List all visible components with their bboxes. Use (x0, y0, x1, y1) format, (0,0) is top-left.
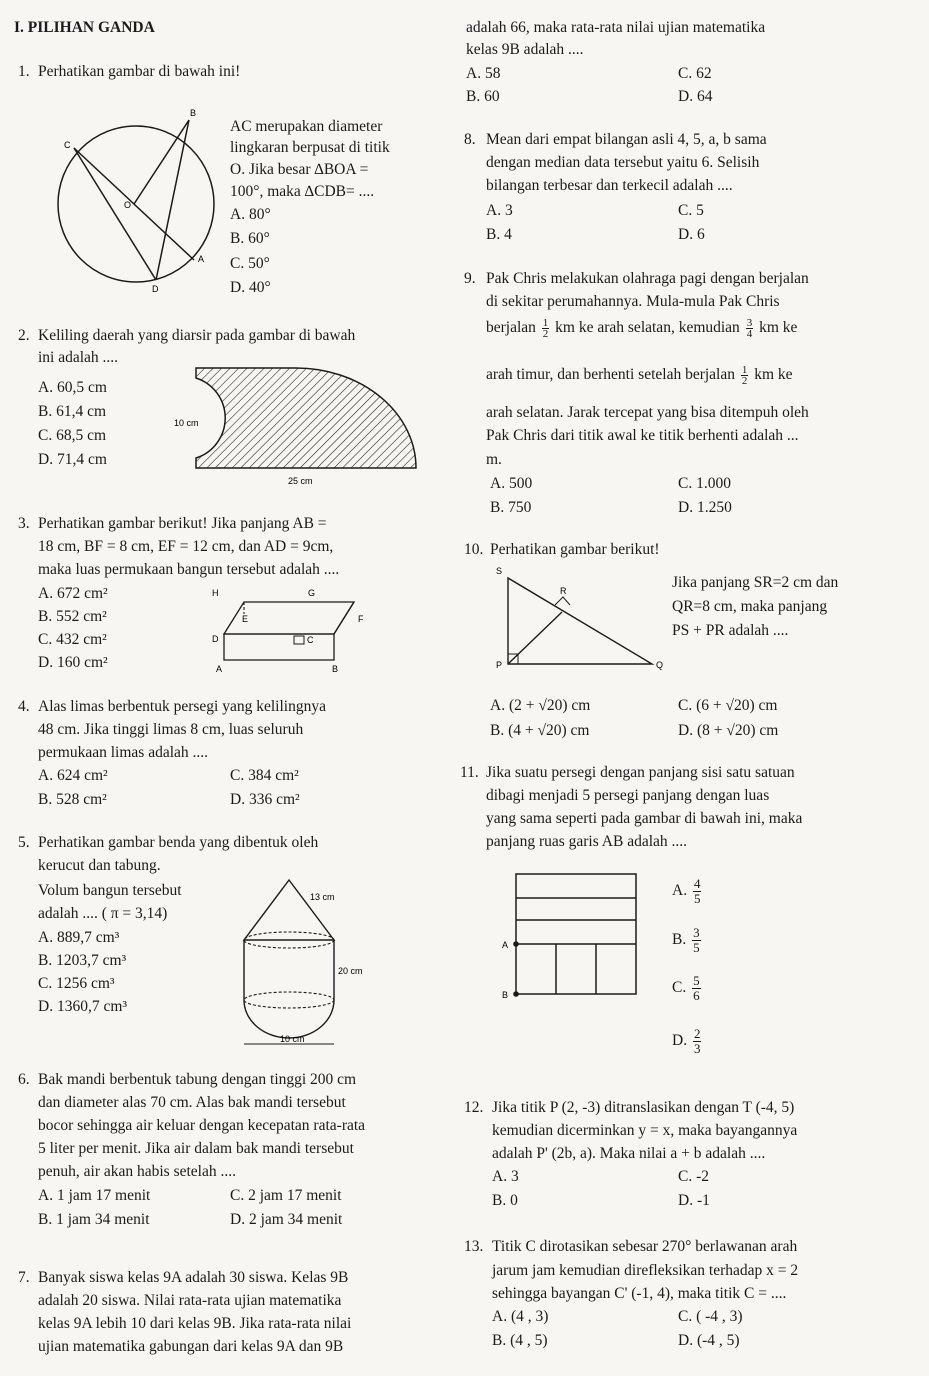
q9-stem-6: Pak Chris dari titik awal ke titik berhenti adalah ... (486, 427, 799, 444)
q11-option-d-letter: D. (672, 1032, 688, 1050)
q5-option-d[interactable]: D. 1360,7 cm³ (38, 998, 128, 1015)
q10-label-p: P (496, 660, 503, 670)
q8-option-b[interactable]: B. 4 (486, 226, 512, 243)
q8-stem-3: bilangan terbesar dan terkecil adalah .... (486, 177, 733, 194)
q3-number: 3. (18, 515, 30, 532)
q9-fraction-3-den: 2 (741, 375, 748, 387)
q6-option-a[interactable]: A. 1 jam 17 menit (38, 1187, 151, 1204)
q2-dim-width: 25 cm (288, 476, 313, 486)
q2-option-c[interactable]: C. 68,5 cm (38, 427, 107, 444)
q2-stem-1: Keliling daerah yang diarsir pada gambar di bawah (38, 327, 356, 344)
q12-stem-3: adalah P' (2b, a). Maka nilai a + b adalah .... (492, 1145, 766, 1162)
q10-text-2: QR=8 cm, maka panjang (672, 598, 828, 615)
q6-stem-2: dan diameter alas 70 cm. Alas bak mandi tersebut (38, 1094, 346, 1111)
q7-stem-4: ujian matematika gabungan dari kelas 9A dan 9B (38, 1338, 344, 1355)
q5-number: 5. (18, 834, 30, 851)
q9-fraction-1-den: 2 (542, 328, 549, 340)
q1-text-1: AC merupakan diameter (230, 118, 383, 135)
q5-option-c[interactable]: C. 1256 cm³ (38, 975, 115, 992)
q11-option-c-fraction (692, 974, 701, 1003)
q1-text-2: lingkaran berpusat di titik (230, 139, 390, 156)
q10-option-c[interactable]: C. (6 + √20) cm (678, 697, 778, 714)
q3-label-b: B (332, 664, 339, 674)
q6-stem-3: bocor sehingga air keluar dengan kecepatan rata-rata (38, 1117, 366, 1134)
q11-option-c[interactable] (672, 974, 703, 1003)
q4-stem-2: 48 cm. Jika tinggi limas 8 cm, luas seluruh (38, 721, 304, 738)
q9-fraction-1-num: 1 (542, 317, 549, 329)
q2-option-b[interactable]: B. 61,4 cm (38, 403, 107, 420)
q8-option-c[interactable]: C. 5 (678, 202, 704, 219)
q11-option-b-den: 5 (693, 940, 700, 955)
q9-fraction-1 (542, 318, 550, 339)
q5-cone-cylinder-figure (236, 878, 363, 1048)
q1-label-b: B (190, 108, 197, 118)
q9-stem-4b: km ke (754, 366, 793, 384)
q3-label-f: F (358, 614, 364, 624)
q6-option-c[interactable]: C. 2 jam 17 menit (230, 1187, 342, 1204)
q11-option-b-num: 3 (693, 925, 700, 940)
q3-stem-2: 18 cm, BF = 8 cm, EF = 12 cm, dan AD = 9cm, (38, 538, 334, 555)
q7-number: 7. (18, 1269, 30, 1286)
q5-stem-2: kerucut dan tabung. (38, 857, 161, 874)
q9-stem-5: arah selatan. Jarak tercepat yang bisa ditempuh oleh (486, 404, 809, 421)
q11-option-a[interactable] (672, 877, 703, 906)
q10-option-b[interactable]: B. (4 + √20) cm (490, 722, 590, 739)
q11-stem-2: dibagi menjadi 5 persegi panjang dengan luas (486, 787, 770, 804)
section-title: I. PILIHAN GANDA (14, 19, 155, 36)
q13-stem-3: sehingga bayangan C' (-1, 4), maka titik C = .... (492, 1285, 787, 1302)
q13-option-c[interactable]: C. ( -4 , 3) (678, 1308, 743, 1325)
q9-stem-3b: km ke arah selatan, kemudian (555, 319, 740, 337)
q10-number: 10. (464, 541, 484, 558)
q4-stem-1: Alas limas berbentuk persegi yang kelilingnya (38, 698, 326, 715)
q3-label-a: A (216, 664, 223, 674)
q1-option-d[interactable]: D. 40° (230, 279, 271, 296)
q2-dim-height: 10 cm (174, 418, 199, 428)
q4-option-a[interactable]: A. 624 cm² (38, 767, 108, 784)
q11-option-c-den: 6 (693, 988, 700, 1003)
q1-label-a: A (198, 254, 205, 264)
q9-option-b[interactable]: B. 750 (490, 499, 532, 516)
q13-option-d[interactable]: D. (-4 , 5) (678, 1332, 740, 1349)
q11-option-d-num: 2 (693, 1026, 701, 1041)
q3-label-g: G (308, 588, 316, 598)
q6-option-b[interactable]: B. 1 jam 34 menit (38, 1211, 150, 1228)
q11-stem-4: panjang ruas garis AB adalah .... (486, 833, 688, 850)
q6-stem-4: 5 liter per menit. Jika air dalam bak mandi tersebut (38, 1140, 354, 1157)
q7-stem-3: kelas 9A lebih 10 dari kelas 9B. Jika rata-rata nilai (38, 1315, 352, 1332)
q3-prism-figure (204, 588, 364, 674)
q1-label-c: C (64, 140, 71, 150)
q6-stem-1: Bak mandi berbentuk tabung dengan tinggi 200 cm (38, 1071, 357, 1088)
q13-number: 13. (464, 1238, 484, 1255)
q12-stem-1: Jika titik P (2, -3) ditranslasikan dengan T (-4, 5) (492, 1099, 795, 1116)
q1-stem: Perhatikan gambar di bawah ini! (38, 63, 241, 80)
q10-label-s: S (496, 566, 503, 576)
q7-stem-1: Banyak siswa kelas 9A adalah 30 siswa. Kelas 9B (38, 1269, 349, 1286)
q9-stem-7: m. (486, 451, 502, 468)
q13-stem-1: Titik C dirotasikan sebesar 270° berlawanan arah (492, 1238, 798, 1255)
q10-label-r: R (560, 586, 567, 596)
q12-number: 12. (464, 1099, 484, 1116)
q13-stem-2: jarum jam kemudian direfleksikan terhadap x = 2 (492, 1262, 799, 1279)
q9-fraction-3 (741, 365, 749, 386)
q1-label-d: D (152, 284, 159, 294)
q9-stem-4a: arah timur, dan berhenti setelah berjalan (486, 366, 735, 384)
q11-option-d-fraction (693, 1027, 702, 1056)
q1-number: 1. (18, 63, 30, 80)
q7-stem-cont-1: adalah 66, maka rata-rata nilai ujian matematika (466, 19, 766, 36)
q4-option-b[interactable]: B. 528 cm² (38, 791, 107, 808)
q2-stem-2: ini adalah .... (38, 349, 119, 366)
q9-option-d[interactable]: D. 1.250 (678, 499, 732, 516)
q8-stem-1: Mean dari empat bilangan asli 4, 5, a, b sama (486, 131, 767, 148)
q9-fraction-2-num: 3 (746, 317, 753, 329)
q11-label-a: A (502, 940, 509, 950)
q9-stem-3c: km ke (759, 319, 798, 337)
q3-label-h: H (212, 588, 219, 598)
q8-option-d[interactable]: D. 6 (678, 226, 705, 243)
q1-label-o: O (124, 200, 132, 210)
q1-option-a[interactable]: A. 80° (230, 206, 271, 223)
q7-option-d[interactable]: D. 64 (678, 88, 713, 105)
q3-option-c[interactable]: C. 432 cm² (38, 631, 107, 648)
q11-option-d[interactable] (672, 1027, 703, 1056)
q12-option-d[interactable]: D. -1 (678, 1192, 710, 1209)
q11-option-d-den: 3 (693, 1041, 701, 1056)
q12-stem-2: kemudian dicerminkan y = x, maka bayangannya (492, 1122, 798, 1139)
q10-option-d[interactable]: D. (8 + √20) cm (678, 722, 779, 739)
q10-label-q: Q (656, 660, 664, 670)
q9-fraction-3-num: 1 (741, 364, 748, 376)
q3-option-d[interactable]: D. 160 cm² (38, 654, 108, 671)
q6-stem-5: penuh, air akan habis setelah .... (38, 1163, 236, 1180)
q10-stem: Perhatikan gambar berikut! (490, 541, 660, 558)
q11-option-a-num: 4 (693, 876, 701, 891)
q7-option-a[interactable]: A. 58 (466, 65, 501, 82)
q13-option-b[interactable]: B. (4 , 5) (492, 1332, 548, 1349)
q9-stem-3a: berjalan (486, 319, 536, 337)
q11-label-b: B (502, 990, 509, 1000)
q3-label-d: D (212, 634, 219, 644)
q4-stem-3: permukaan limas adalah .... (38, 744, 209, 761)
q11-stem-1: Jika suatu persegi dengan panjang sisi satu satuan (486, 764, 795, 781)
q11-option-a-fraction (693, 877, 702, 906)
q9-stem-3 (486, 318, 797, 339)
q11-option-b-letter: B. (672, 931, 687, 949)
q9-stem-2: di sekitar perumahannya. Mula-mula Pak Chris (486, 293, 780, 310)
q3-label-c: C (307, 635, 314, 645)
q9-fraction-2-den: 4 (746, 328, 753, 340)
q11-option-b[interactable] (672, 926, 703, 955)
q4-number: 4. (18, 698, 30, 715)
q11-number: 11. (460, 764, 479, 781)
q2-shaded-figure (174, 368, 436, 488)
q5-text-2: adalah .... ( π = 3,14) (38, 905, 168, 922)
q5-text-1: Volum bangun tersebut (38, 882, 182, 899)
q3-label-e: E (242, 614, 249, 624)
q10-text-1: Jika panjang SR=2 cm dan (672, 574, 839, 591)
q9-number: 9. (464, 270, 476, 287)
q2-number: 2. (18, 327, 30, 344)
q2-option-d[interactable]: D. 71,4 cm (38, 451, 107, 468)
q4-option-c[interactable]: C. 384 cm² (230, 767, 299, 784)
q1-option-c[interactable]: C. 50° (230, 255, 270, 272)
q5-option-a[interactable]: A. 889,7 cm³ (38, 929, 120, 946)
q11-option-c-letter: C. (672, 979, 687, 997)
q11-square-figure (490, 872, 650, 1002)
q12-option-c[interactable]: C. -2 (678, 1168, 709, 1185)
q2-option-a[interactable]: A. 60,5 cm (38, 379, 107, 396)
q1-text-4: 100°, maka ∆CDB= .... (230, 183, 375, 200)
q10-text-3: PS + PR adalah .... (672, 622, 789, 639)
q4-option-d[interactable]: D. 336 cm² (230, 791, 300, 808)
q8-number: 8. (464, 131, 476, 148)
q9-fraction-2 (746, 318, 754, 339)
q8-option-a[interactable]: A. 3 (486, 202, 513, 219)
q10-triangle-figure (496, 566, 664, 672)
q13-option-a[interactable]: A. (4 , 3) (492, 1308, 549, 1325)
q7-stem-2: adalah 20 siswa. Nilai rata-rata ujian matematika (38, 1292, 342, 1309)
q7-option-b[interactable]: B. 60 (466, 88, 500, 105)
q3-option-b[interactable]: B. 552 cm² (38, 608, 107, 625)
q1-option-b[interactable]: B. 60° (230, 230, 270, 247)
q3-option-a[interactable]: A. 672 cm² (38, 585, 108, 602)
q6-option-d[interactable]: D. 2 jam 34 menit (230, 1211, 343, 1228)
q5-stem-1: Perhatikan gambar benda yang dibentuk oleh (38, 834, 319, 851)
q3-stem-1: Perhatikan gambar berikut! Jika panjang AB = (38, 515, 327, 532)
q1-text-3: O. Jika besar ∆BOA = (230, 161, 369, 178)
q3-stem-3: maka luas permukaan bangun tersebut adalah .... (38, 561, 340, 578)
q11-option-a-letter: A. (672, 882, 688, 900)
q1-circle-figure (44, 108, 234, 302)
q12-option-b[interactable]: B. 0 (492, 1192, 518, 1209)
q5-dim-cone: 13 cm (310, 892, 335, 902)
q9-stem-1: Pak Chris melakukan olahraga pagi dengan berjalan (486, 270, 809, 287)
q5-dim-base: 10 cm (280, 1034, 305, 1044)
q9-option-a[interactable]: A. 500 (490, 475, 533, 492)
q7-option-c[interactable]: C. 62 (678, 65, 712, 82)
q9-stem-4 (486, 365, 793, 386)
q10-option-a[interactable]: A. (2 + √20) cm (490, 697, 591, 714)
q11-option-b-fraction (692, 926, 701, 955)
q12-option-a[interactable]: A. 3 (492, 1168, 519, 1185)
q9-option-c[interactable]: C. 1.000 (678, 475, 731, 492)
q5-dim-cylinder: 20 cm (338, 966, 363, 976)
q7-stem-cont-2: kelas 9B adalah .... (466, 41, 584, 58)
q11-option-c-num: 5 (693, 973, 700, 988)
q5-option-b[interactable]: B. 1203,7 cm³ (38, 952, 127, 969)
q11-option-a-den: 5 (693, 891, 701, 906)
q8-stem-2: dengan median data tersebut yaitu 6. Selisih (486, 154, 760, 171)
q6-number: 6. (18, 1071, 30, 1088)
q11-stem-3: yang sama seperti pada gambar di bawah ini, maka (486, 810, 803, 827)
